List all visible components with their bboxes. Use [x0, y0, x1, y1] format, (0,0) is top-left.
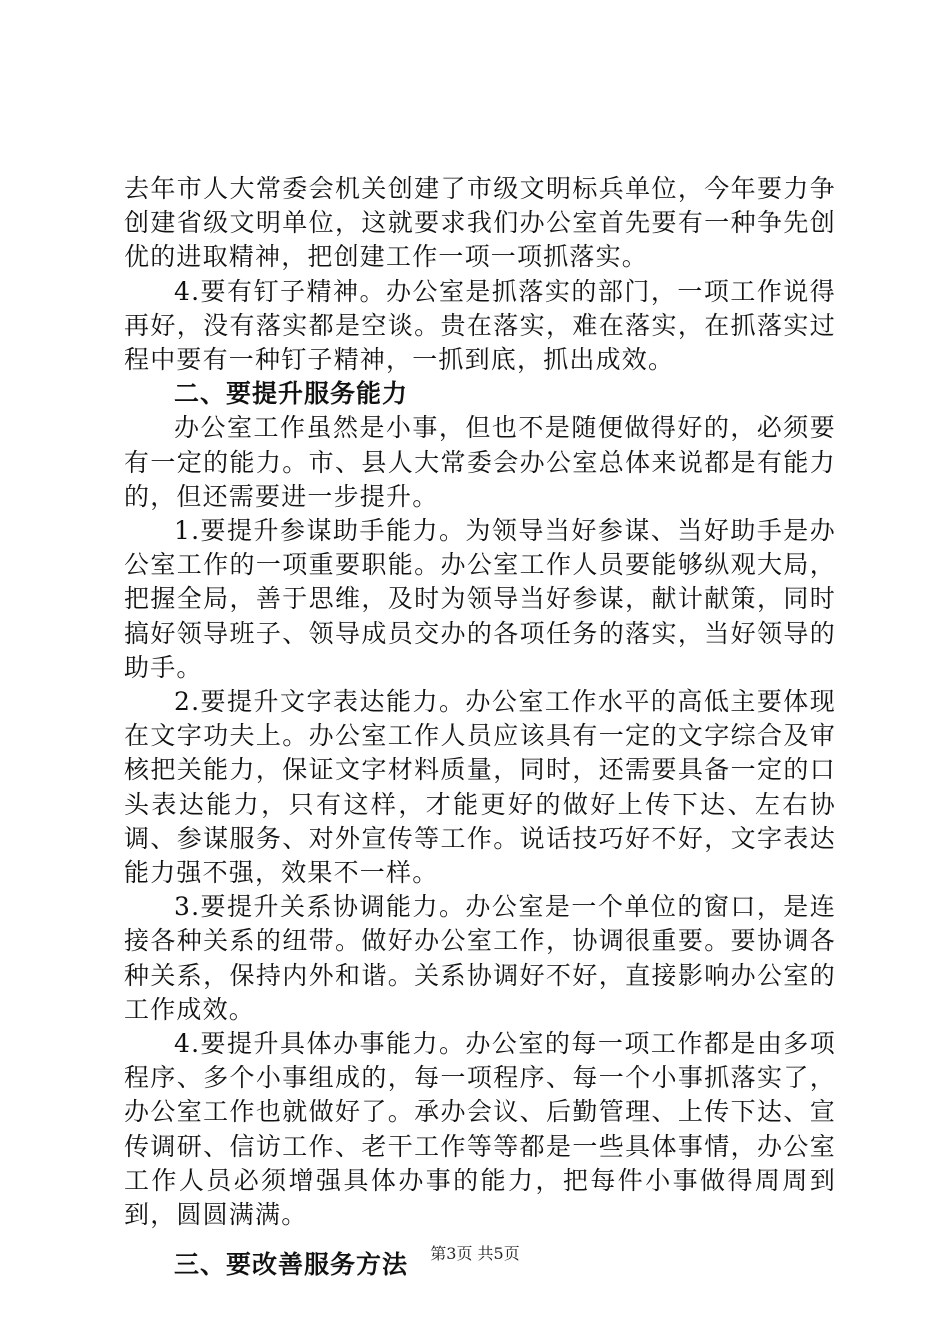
section-heading-2: 二、要提升服务能力 — [174, 379, 409, 409]
section-heading-3: 三、要改善服务方法 — [174, 1250, 409, 1280]
page-footer — [0, 1244, 950, 1264]
document-body — [124, 172, 836, 1283]
paragraph-item-4: 4.要提升具体办事能力。办公室的每一项工作都是由多项程序、多个小事组成的，每一项程序、每一个小事抓落实了，办公室工作也就做好了。承办会议、后勤管理、上传下达、宣传调研、信访工作、老干工作等等都是一些具体事情，办公室工作人员必须增强具体办事的能力，把每件小事做得周周到到，圆圆满满。 — [124, 1029, 836, 1230]
paragraph-section-2-intro: 办公室工作虽然是小事，但也不是随便做得好的，必须要有一定的能力。市、县人大常委会办公室总体来说都是有能力的，但还需要进一步提升。 — [124, 413, 836, 511]
paragraph-item-3: 3.要提升关系协调能力。办公室是一个单位的窗口，是连接各种关系的纽带。做好办公室工作，协调很重要。要协调各种关系，保持内外和谐。关系协调好不好，直接影响办公室的工作成效。 — [124, 892, 836, 1024]
paragraph-continuation: 去年市人大常委会机关创建了市级文明标兵单位，今年要力争创建省级文明单位，这就要求我们办公室首先要有一种争先创优的进取精神，把创建工作一项一项抓落实。 — [124, 174, 836, 272]
paragraph-item-2: 2.要提升文字表达能力。办公室工作水平的高低主要体现在文字功夫上。办公室工作人员应该具有一定的文字综合及审核把关能力，保证文字材料质量，同时，还需要具备一定的口头表达能力，只有这样，才能更好的做好上传下达、左右协调、参谋服务、对外宣传等工作。说话技巧好不好，文字表达能力强不强，效果不一样。 — [124, 687, 836, 888]
paragraph-nail-spirit: 4.要有钉子精神。办公室是抓落实的部门，一项工作说得再好，没有落实都是空谈。贵在落实，难在落实，在抓落实过程中要有一种钉子精神，一抓到底，抓出成效。 — [124, 276, 836, 375]
paragraph-item-1: 1.要提升参谋助手能力。为领导当好参谋、当好助手是办公室工作的一项重要职能。办公室工作人员要能够纵观大局，把握全局，善于思维，及时为领导当好参谋，献计献策，同时搞好领导班子、领导成员交办的各项任务的落实，当好领导的助手。 — [124, 516, 836, 682]
page-number-label: 第3页 共5页 — [430, 1244, 520, 1263]
